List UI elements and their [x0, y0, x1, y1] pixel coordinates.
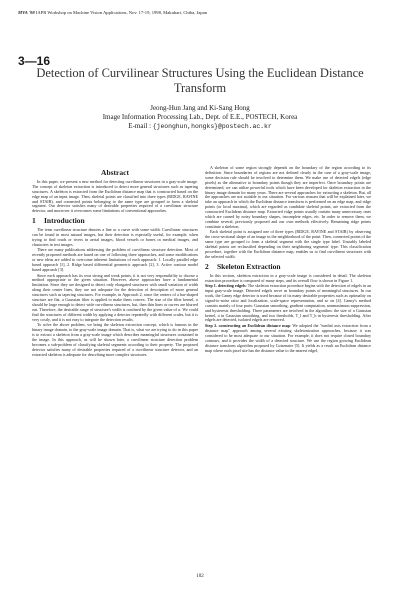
- section-1-number: 1: [32, 216, 36, 226]
- intro-paragraph-6: Each skeletal point is assigned one of three types (RIDGE, RAVINE and STAIR) by observing the cross-sectional shape of an image in the neighborhood of the point. Then, connected points of the same type are grouped to form a skeletal segment with the single type label. Unstably labeled skeletal points are reclassified depending on their neighboring segments' type. This classification procedure, together with the Euclidean distance map, enables us to find curvilinear structures with the selected width.: [205, 229, 371, 259]
- running-head: [18, 10, 382, 16]
- author-email-line: [40, 122, 360, 131]
- paper-title: [24, 66, 376, 96]
- author-affiliation: Image Information Processing Lab., Dept. of E.E., POSTECH, Korea: [102, 113, 298, 121]
- section-1-heading: [32, 216, 198, 226]
- author-email: {jeonghun,hongks}@postech.ac.kr: [152, 123, 272, 130]
- step-1-text: : The skeleton extraction procedure begins with the detection of edgels in an input gray-scale image. Detected edgels serve as boundary points of meaningful structures. In our work, the Canny edge detector is used because of its many desirable properties such as optimality on signal-to-noise ratio and localization, scale-space representation, and so on [4]. Canny's method consists mainly of four parts: Gaussian smoothing, gradient computation, nonmaximum suppression, and hysteresis thresholding. Three parameters are involved in the algorithm: the size of a Gaussian kernel, σ in Gaussian smoothing, and two thresholds, T_l and T_h in hysteresis thresholding. After edgels are detected, isolated edgels are removed.: [205, 283, 371, 323]
- abstract-heading: Abstract: [101, 168, 129, 177]
- paper-title-line-2: Transform: [173, 81, 227, 95]
- section-2-number: 2: [205, 261, 209, 271]
- right-column: [205, 166, 371, 354]
- running-head-venue: MVA '98: [18, 10, 35, 15]
- section-2-heading: [205, 261, 371, 271]
- intro-paragraph-4: To solve the above problem, we bring the skeleton extraction concept, which is famous in the binary image domain, to the gray-scale image domain. That is, what we are trying to do in this paper is to extract a skeleton from a gray-scale image which describes meaningful structures contained in the image. In this approach, as will be shown later, a curvilinear structure detection problem becomes a sub-problem of classifying skeletal segments according to their property. The proposed detector satisfies many of desirable properties required of a curvilinear structure detector, and an extracted skeleton is adequate for describing more complex structures.: [32, 322, 198, 357]
- paper-number: 3—16: [18, 54, 51, 68]
- running-head-details: IAPR Workshop on Machine Vision Applications, Nov. 17-19, 1998, Makuhari, Chiba, Japan: [35, 10, 208, 15]
- section-2-intro: In this section, skeleton extraction in a gray-scale image is considered in detail. The skeleton extraction procedure is composed of many steps, and its overall flow is shown in Figure 1.: [205, 272, 371, 283]
- page-number: 102: [196, 574, 204, 579]
- abstract-text: In this paper, we present a new method for detecting curvilinear structures in a gray-scale image. The concept of skeleton extraction is introduced to detect more general structures such as tapering structures. A skeleton is extracted from the Euclidean distance map that is constructed based on the edge map of an input image. Then, skeletal points are classified into three types (RIDGE, RAVINE and STAIR), and connected points belonging to the same type are grouped to form a skeletal segment. Our detector satisfies many of desirable properties required of a curvilinear structure detector, and moreover it overcomes some limitations of conventional approaches.: [32, 178, 198, 214]
- section-1-title: Introduction: [44, 216, 85, 226]
- intro-paragraph-2: There are many publications addressing the problem of curvilinear structure detection. Most of recently proposed methods are based on one of following three approaches, and some modifications or new ideas are added to overcome inherent limitations of each approach: 1. Locally parallel edge based approach [1], 2. Ridge based differential geometric approach [2], 3. Active contour model based approach [3].: [32, 247, 198, 272]
- intro-paragraph-5: A skeleton of some region strongly depends on the boundary of the region according to its definition. Since boundaries of regions are not defined clearly in the case of a gray-scale image, some decision rule should be involved to determine them. We make use of detected edgels (edge pixels) as the alternative to boundary points though they are imperfect. Once boundary points are determined, we can utilize powerful tools which have been developed for skeleton extraction in the binary image domain for many years. There are several approaches for extracting a skeleton. But, all the approaches are not suitable to our situation. For various reasons that will be explained later, we take an approach in which the Euclidean distance transform is performed on an edge map, and ridge points (or local maxima), which are regarded as candidate skeletal points, are extracted from the constructed Euclidean distance map. Extracted ridge points usually contain many unnecessary ones which are caused by noisy boundary shapes, incomplete edges, etc. In order to remove them, we combine several, previously proposed and our own methods effectively. Remaining ridge points constitute a skeleton.: [205, 165, 371, 229]
- intro-paragraph-3: Since each approach has its own strong and weak points, it is not very responsibility to choose a method appropriate to the given situation. However, above approaches have a fundamental limitation. Since they are designed to detect only elongated structures with small variation of width along their center lines, they are not adequate for the detection of description of more general structures such as tapering structures. For example, in Approach 2, since the centers of a bar-shaped structure are flat, a Gaussian filter is applied to make them convex. The size of the filter kernel, σ should be large enough to detect wide curvilinear structures, but, then thin lines or curves are blurred out. Therefore, the desirable range of structure's width is confined by the given value of σ. We could find the structures of different width by applying a detector repeatedly with different scales, but it is very costly, and it is not easy to integrate the detection results.: [32, 272, 198, 322]
- step-2-paragraph: [205, 324, 371, 353]
- email-label: E-mail :: [128, 122, 152, 130]
- section-2-title: Skeleton Extraction: [217, 261, 281, 271]
- step-1-paragraph: [205, 284, 371, 323]
- step-2-text: : We adopted the "medial axis extraction from a distance map" approach among several existing skeletonization approaches, because it was considered to be most adequate to our situation. For example, it does not require closed boundary contours, and it provides the width of a detected structure. We use the region growing Euclidean distance transform algorithm proposed by Cuisenaire [5]. It yields as a result an Euclidean distance map where each pixel site has the distance value to the nearest edgel,: [205, 322, 371, 353]
- paper-title-line-1: Detection of Curvilinear Structures Using the Euclidean Distance: [36, 66, 364, 80]
- left-column: [32, 166, 198, 358]
- author-block: [40, 104, 360, 131]
- step-1-label: Step 1. detecting edgels: [205, 283, 246, 289]
- intro-paragraph-1: The term curvilinear structure denotes a line or a curve with some width. Curvilinear structures can be found in most natural images, but their detection is especially useful, for example, when trying to find roads or rivers in aerial images, blood vessels or bones in medical images, and characters in text images.: [32, 227, 198, 247]
- step-2-label: Step 2. constructing an Euclidean distance map: [205, 322, 290, 328]
- author-names: Jeong-Hun Jang and Ki-Sang Hong: [150, 104, 250, 112]
